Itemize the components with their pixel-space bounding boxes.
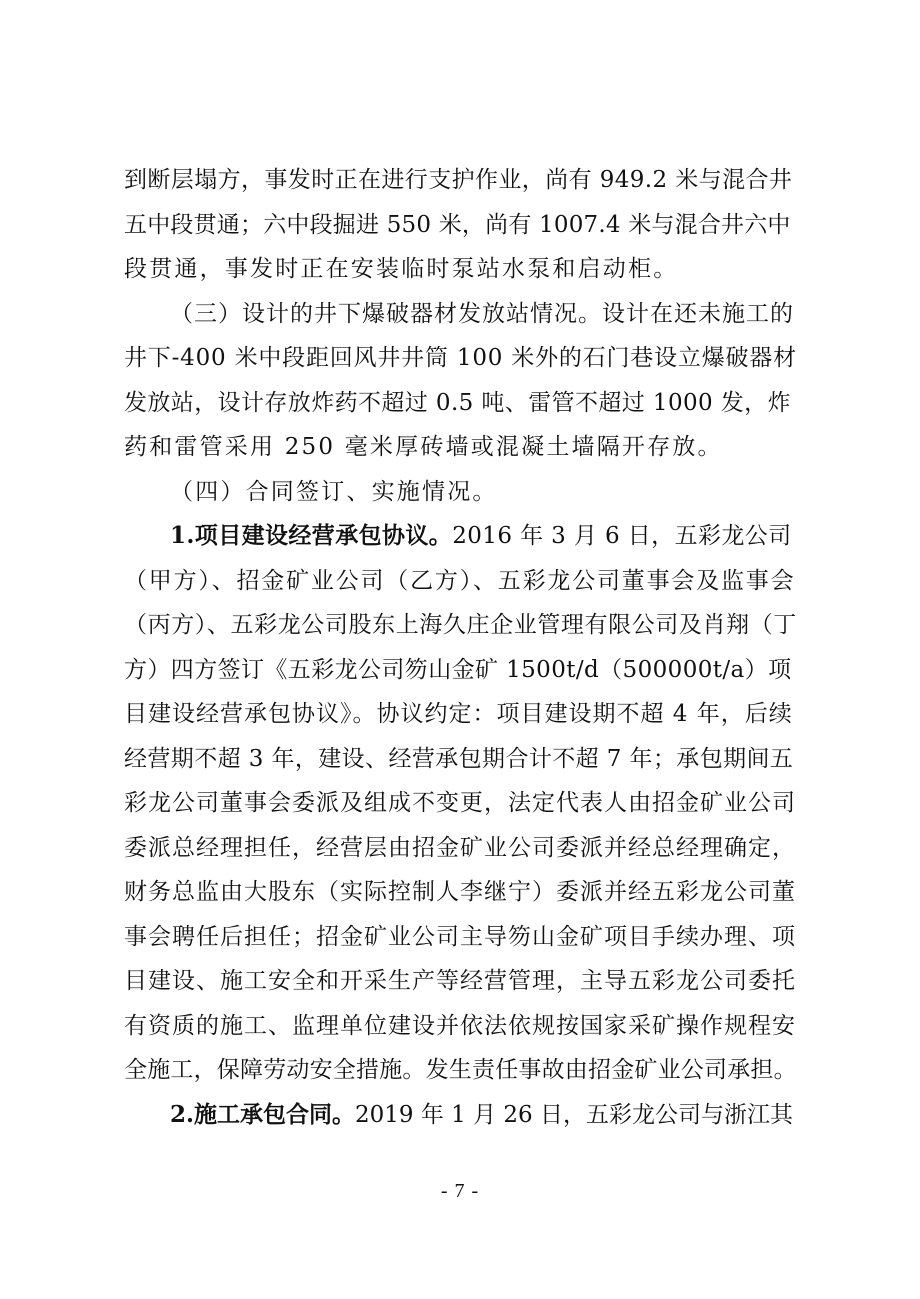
text-line: 段贯通，事发时正在安装临时泵站水泵和启动柜。 (124, 256, 679, 282)
text-line: 全施工，保障劳动安全措施。发生责任事故由招金矿业公司承担。 (124, 1057, 797, 1083)
text-line: （甲方）、招金矿业公司（乙方）、五彩龙公司董事会及监事会 (124, 567, 796, 594)
text-line: 发放站，设计存放炸药不超过 0.5 吨、雷管不超过 1000 发，炸 (124, 389, 791, 416)
paragraph-contracts-heading (124, 470, 796, 515)
page-number: - 7 - (440, 1180, 480, 1202)
text-line: （丙方）、五彩龙公司股东上海久庄企业管理有限公司及肖翔（丁 (124, 612, 797, 638)
text-line: 目建设经营承包协议》。协议约定：项目建设期不超 4 年，后续 (124, 701, 793, 727)
text-line: 到断层塌方，事发时正在进行支护作业，尚有 949.2 米与混合井 (124, 167, 793, 193)
paragraph-construction-agreement (124, 514, 796, 1093)
text-line: 五中段贯通；六中段掘进 550 米，尚有 1007.4 米与混合井六中 (124, 211, 791, 238)
paragraph-excavation-progress (124, 158, 796, 292)
text-line: 经营期不超 3 年，建设、经营承包期合计不超 7 年；承包期间五 (124, 745, 794, 772)
text-line: 目建设、施工安全和开采生产等经营管理，主导五彩龙公司委托 (124, 968, 796, 994)
text-line: 井下-400 米中段距回风井井筒 100 米外的石门巷设立爆破器材 (124, 345, 797, 371)
text-run: 2019 年 1 月 26 日，五彩龙公司与浙江其 (355, 1101, 794, 1128)
text-line: （三）设计的井下爆破器材发放站情况。设计在还未施工的 (170, 300, 794, 327)
text-line: 委派总经理担任，经营层由招金矿业公司委派并经总经理确定， (124, 834, 796, 861)
item-heading: 1.项目建设经营承包协议。 (170, 522, 453, 549)
item-heading: 2.施工承包合同。 (170, 1100, 356, 1128)
text-line: 方）四方签订《五彩龙公司笏山金矿 1500t/d（500000t/a）项 (124, 656, 792, 683)
document-body (124, 158, 796, 1137)
section-heading: （四）合同签订、实施情况。 (170, 478, 498, 505)
text-line: 事会聘任后担任；招金矿业公司主导笏山金矿项目手续办理、项 (124, 923, 796, 950)
text-line (124, 514, 796, 559)
text-line: 财务总监由大股东（实际控制人李继宁）委派并经五彩龙公司董 (124, 879, 796, 905)
text-line: 彩龙公司董事会委派及组成不变更，法定代表人由招金矿业公司 (124, 790, 796, 816)
text-line: 有资质的施工、监理单位建设并依法依规按国家采矿操作规程安 (124, 1012, 796, 1039)
text-line (124, 1093, 796, 1138)
text-run: 2016 年 3 月 6 日，五彩龙公司 (452, 523, 792, 549)
text-line: 药和雷管采用 250 毫米厚砖墙或混凝土墙隔开存放。 (124, 434, 723, 460)
paragraph-construction-contract (124, 1093, 796, 1138)
paragraph-explosives-station (124, 292, 796, 470)
